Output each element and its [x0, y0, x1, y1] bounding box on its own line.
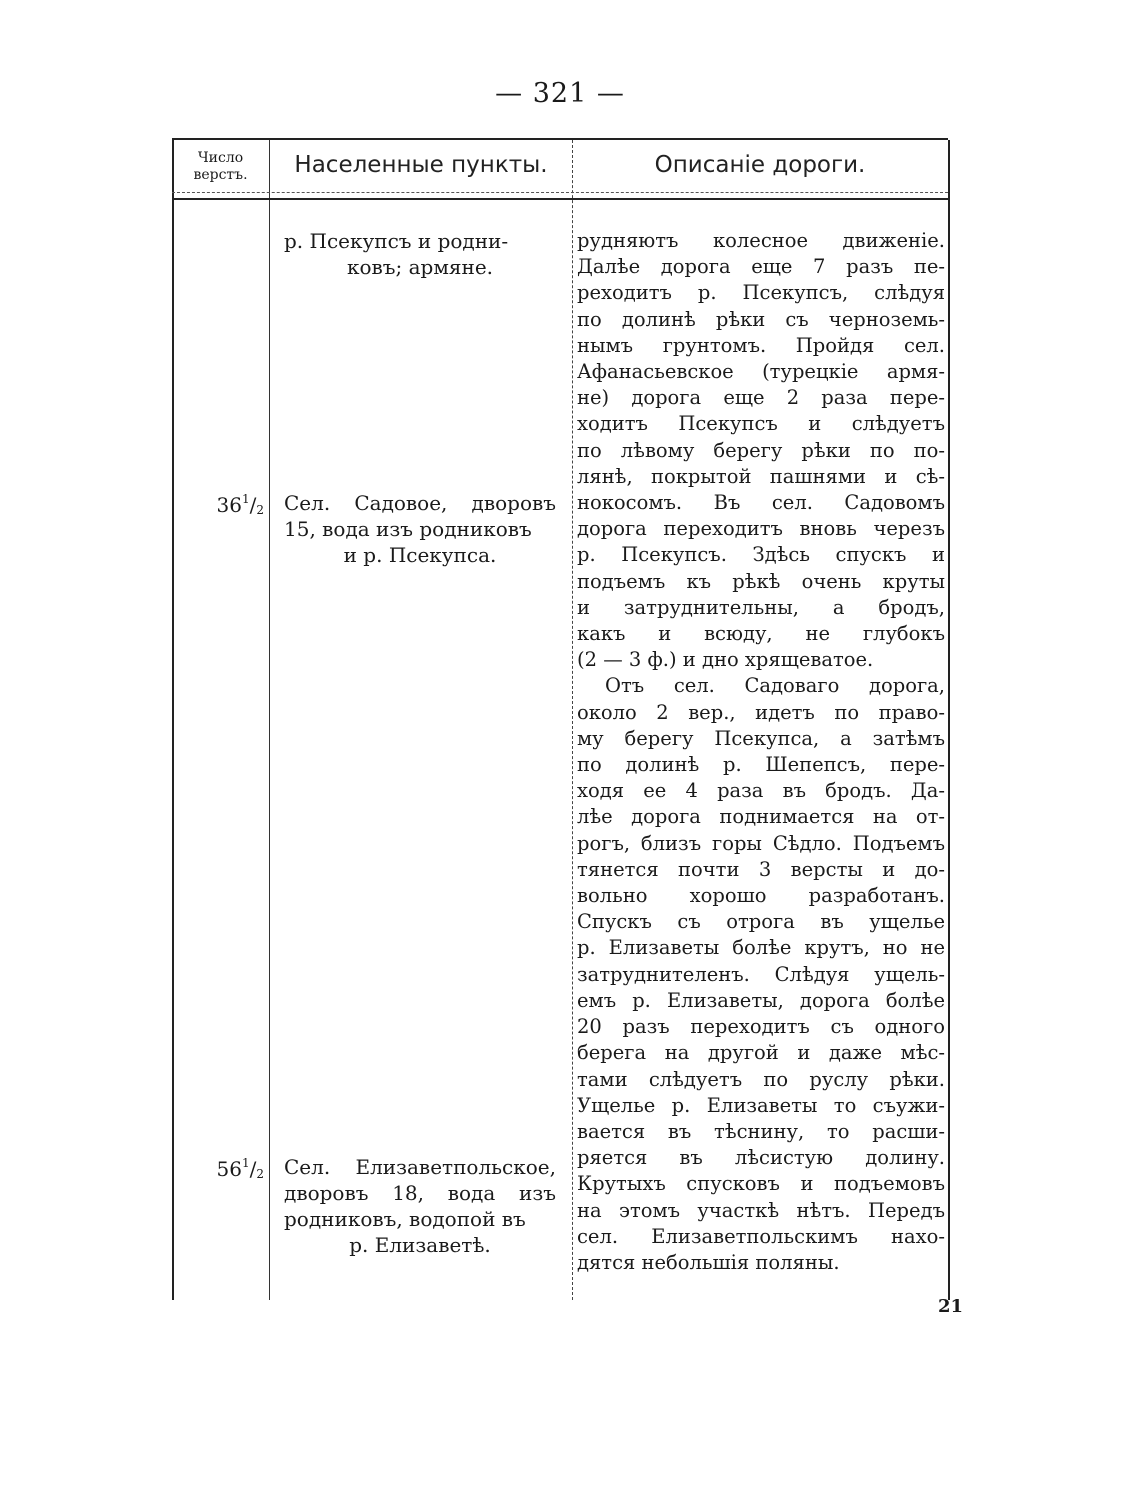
description-line: му берегу Псекупса, а затѣмъ: [577, 726, 945, 750]
description-line: по долинѣ р. Шепепсъ, пере-: [577, 753, 945, 777]
description-line: затруднителенъ. Слѣдуя ущель-: [577, 962, 945, 986]
column-divider-2: [572, 140, 573, 1300]
description-line: нымъ грунтомъ. Пройдя сел.: [577, 333, 945, 357]
place-entry-1: [284, 228, 556, 280]
description-line: на этомъ участкѣ нѣтъ. Передъ: [577, 1198, 945, 1222]
description-line: (2 — 3 ф.) и дно хрящеватое.: [577, 648, 874, 672]
description-line: Спускъ съ отрога въ ущелье: [577, 910, 945, 934]
description-line: по лѣвому берегу рѣки по по-: [577, 438, 945, 462]
description-line: ходя ее 4 раза въ бродъ. Да-: [577, 779, 945, 803]
place-text: Сел. Елизаветпольское, дворовъ 18, вода изъ родниковъ, водопой въ: [284, 1155, 556, 1231]
description-line: Отъ сел. Садоваго дорога,: [605, 674, 945, 698]
description-line: нокосомъ. Въ сел. Садовомъ: [577, 491, 945, 515]
description-line: рудняютъ колесное движеніе.: [577, 229, 945, 252]
description-line: дорога переходитъ вновь черезъ: [577, 517, 945, 541]
header-versts: Число верстъ.: [193, 150, 248, 183]
header-rule: [172, 192, 948, 193]
description-line: какъ и всюду, не глубокъ: [577, 622, 945, 646]
description-line: вольно хорошо разработанъ.: [577, 884, 945, 908]
description-line: р. Псекупсъ. Здѣсь спускъ и: [577, 543, 945, 567]
signature-mark: 21: [938, 1296, 964, 1317]
place-entry-3: [284, 1154, 556, 1258]
page-number: — 321 —: [495, 78, 625, 109]
description-line: лѣе дорога поднимается на от-: [577, 805, 945, 829]
road-table: [172, 138, 948, 1300]
description-line: тами слѣдуетъ по руслу рѣки.: [577, 1067, 945, 1091]
description-line: Ущелье р. Елизаветы то съужи-: [577, 1093, 945, 1117]
place-text: Сел. Садовое, дворовъ 15, вода изъ родниковъ: [284, 491, 556, 541]
header-rule-double: [172, 198, 948, 200]
description-line: лянѣ, покрытой пашнями и сѣ-: [577, 464, 945, 488]
description-line: р. Елизаветы болѣе крутъ, но не: [577, 936, 945, 960]
description-line: по долинѣ рѣки съ черноземь-: [577, 307, 945, 331]
description-line: сел. Елизаветпольскимъ нахо-: [577, 1224, 945, 1248]
description-line: дятся небольшія поляны.: [577, 1250, 840, 1274]
table-right-border: [948, 140, 950, 1300]
description-line: берега на другой и даже мѣс-: [577, 1041, 945, 1065]
description-line: около 2 вер., идетъ по право-: [577, 700, 945, 724]
header-description: Описаніе дороги.: [654, 152, 866, 178]
description-line: и затруднительны, а бродъ,: [577, 595, 945, 619]
description-line: Крутыхъ спусковъ и подъемовъ: [577, 1172, 945, 1196]
column-divider-1: [269, 140, 270, 1300]
road-description: [577, 228, 945, 1276]
place-text: р. Псекупсъ и родни-: [284, 229, 509, 253]
description-line: тянется почти 3 версты и до-: [577, 857, 945, 881]
place-entry-2: [284, 490, 556, 568]
place-text-last: ковъ; армяне.: [346, 255, 494, 279]
description-line: Далѣе дорога еще 7 разъ пе-: [577, 255, 945, 279]
description-line: подъемъ къ рѣкѣ очень круты: [577, 569, 945, 593]
distance-entry-2: $36^1/_2$: [216, 492, 264, 517]
description-line: 20 разъ переходитъ съ одного: [577, 1015, 945, 1039]
description-line: емъ р. Елизаветы, дорога болѣе: [577, 988, 945, 1012]
distance-entry-3: $56^1/_2$: [216, 1156, 264, 1181]
description-line: реходитъ р. Псекупсъ, слѣдуя: [577, 281, 945, 305]
place-text-last: и р. Псекупса.: [343, 543, 497, 567]
description-line: ходитъ Псекупсъ и слѣдуетъ: [577, 412, 945, 436]
description-line: Афанасьевское (турецкіе армя-: [577, 360, 945, 384]
description-line: рогъ, близъ горы Сѣдло. Подъемъ: [577, 831, 945, 855]
description-line: вается въ тѣснину, то расши-: [577, 1119, 945, 1143]
description-line: не) дорога еще 2 раза пере-: [577, 386, 945, 410]
table-left-border: [172, 140, 174, 1300]
description-line: ряется въ лѣсистую долину.: [577, 1146, 945, 1170]
place-text-last: р. Елизаветѣ.: [349, 1233, 491, 1257]
header-places: Населенные пункты.: [294, 152, 548, 178]
